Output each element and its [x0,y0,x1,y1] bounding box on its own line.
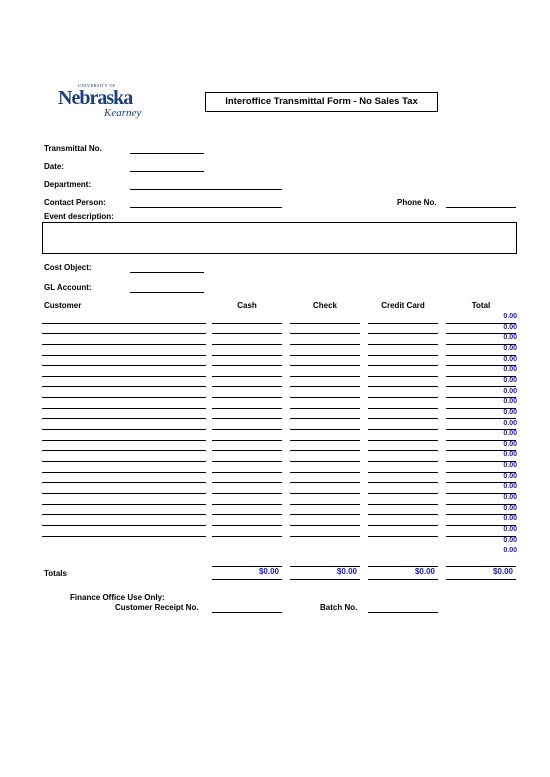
department-label: Department: [44,180,92,189]
logo-campus-text: Kearney [104,107,142,119]
transmittal-no-field[interactable] [130,153,204,154]
customer-receipt-no-label: Customer Receipt No. [115,603,199,612]
gl-account-field[interactable] [130,292,204,293]
table-row [0,526,550,537]
table-row [0,398,550,409]
credit-card-totals-underline [368,579,438,580]
cost-object-field[interactable] [130,272,204,273]
contact-person-label: Contact Person: [44,198,106,207]
row-total: 0.00 [503,355,517,363]
row-total: 0.00 [503,376,517,384]
university-logo [58,83,140,123]
row-total: 0.00 [503,366,517,374]
grand-total: $0.00 [492,567,513,576]
phone-no-field[interactable] [446,207,516,208]
credit-card-column-header: Credit Card [381,301,425,310]
cash-total: $0.00 [258,567,279,576]
total-totals-underline [446,579,516,580]
row-total: 0.00 [503,536,517,544]
row-total: 0.00 [503,313,517,320]
check-totals-underline [290,579,360,580]
cash-column-header: Cash [237,301,257,310]
transmittal-no-label: Transmittal No. [44,144,102,153]
check-column-header: Check [312,301,337,310]
table-row [0,483,550,494]
table-row [0,473,550,484]
event-description-label: Event description: [44,212,114,221]
table-row [0,356,550,367]
table-row [0,334,550,345]
table-row [0,462,550,473]
row-total: 0.00 [503,440,517,448]
row-total: 0.00 [503,483,517,491]
table-row [0,505,550,516]
table-row [0,494,550,505]
customer-receipt-no-field[interactable] [212,612,282,613]
row-total: 0.00 [503,430,517,438]
phone-no-label: Phone No. [397,198,437,207]
row-total: 0.00 [503,334,517,342]
logo-name-text: Nebraska [58,87,133,109]
table-row [0,345,550,356]
contact-person-field[interactable] [130,207,282,208]
gl-account-label: GL Account: [44,283,92,292]
row-total: 0.00 [503,408,517,416]
cash-totals-underline [212,579,282,580]
row-total: 0.00 [503,515,517,523]
batch-no-label: Batch No. [320,603,358,612]
table-row [0,451,550,462]
logo-university-text: UNIVERSITY OF [78,83,116,88]
totals-label: Totals [44,569,67,578]
row-total: 0.00 [503,504,517,512]
table-row [0,313,550,324]
row-total: 0.00 [503,419,517,427]
batch-no-field[interactable] [368,612,438,613]
table-row [0,366,550,377]
row-total: 0.00 [503,472,517,480]
check-total: $0.00 [336,567,357,576]
table-row [0,324,550,335]
row-total: 0.00 [503,344,517,352]
form-title: Interoffice Transmittal Form - No Sales Tax [205,92,438,112]
event-description-field[interactable] [42,222,517,254]
table-row [0,409,550,420]
table-row [0,388,550,399]
customer-column-header: Customer [44,301,82,310]
table-row [0,547,550,558]
table-row [0,377,550,388]
cost-object-label: Cost Object: [44,263,92,272]
row-total: 0.00 [503,526,517,533]
finance-office-heading: Finance Office Use Only: [70,593,165,602]
table-row [0,537,550,548]
table-row [0,420,550,431]
transaction-table [0,313,550,568]
total-column-header: Total [471,301,491,310]
date-label: Date: [44,162,65,171]
date-field[interactable] [130,171,204,172]
row-total: 0.00 [503,387,517,395]
table-row [0,441,550,452]
credit-card-total: $0.00 [414,567,435,576]
row-total: 0.00 [503,451,517,459]
row-total: 0.00 [503,323,517,331]
row-total: 0.00 [503,462,517,470]
department-field[interactable] [130,189,282,190]
row-total: 0.00 [503,398,517,406]
table-row [0,430,550,441]
table-row [0,515,550,526]
row-total: 0.00 [503,494,517,502]
row-total: 0.00 [503,547,517,555]
